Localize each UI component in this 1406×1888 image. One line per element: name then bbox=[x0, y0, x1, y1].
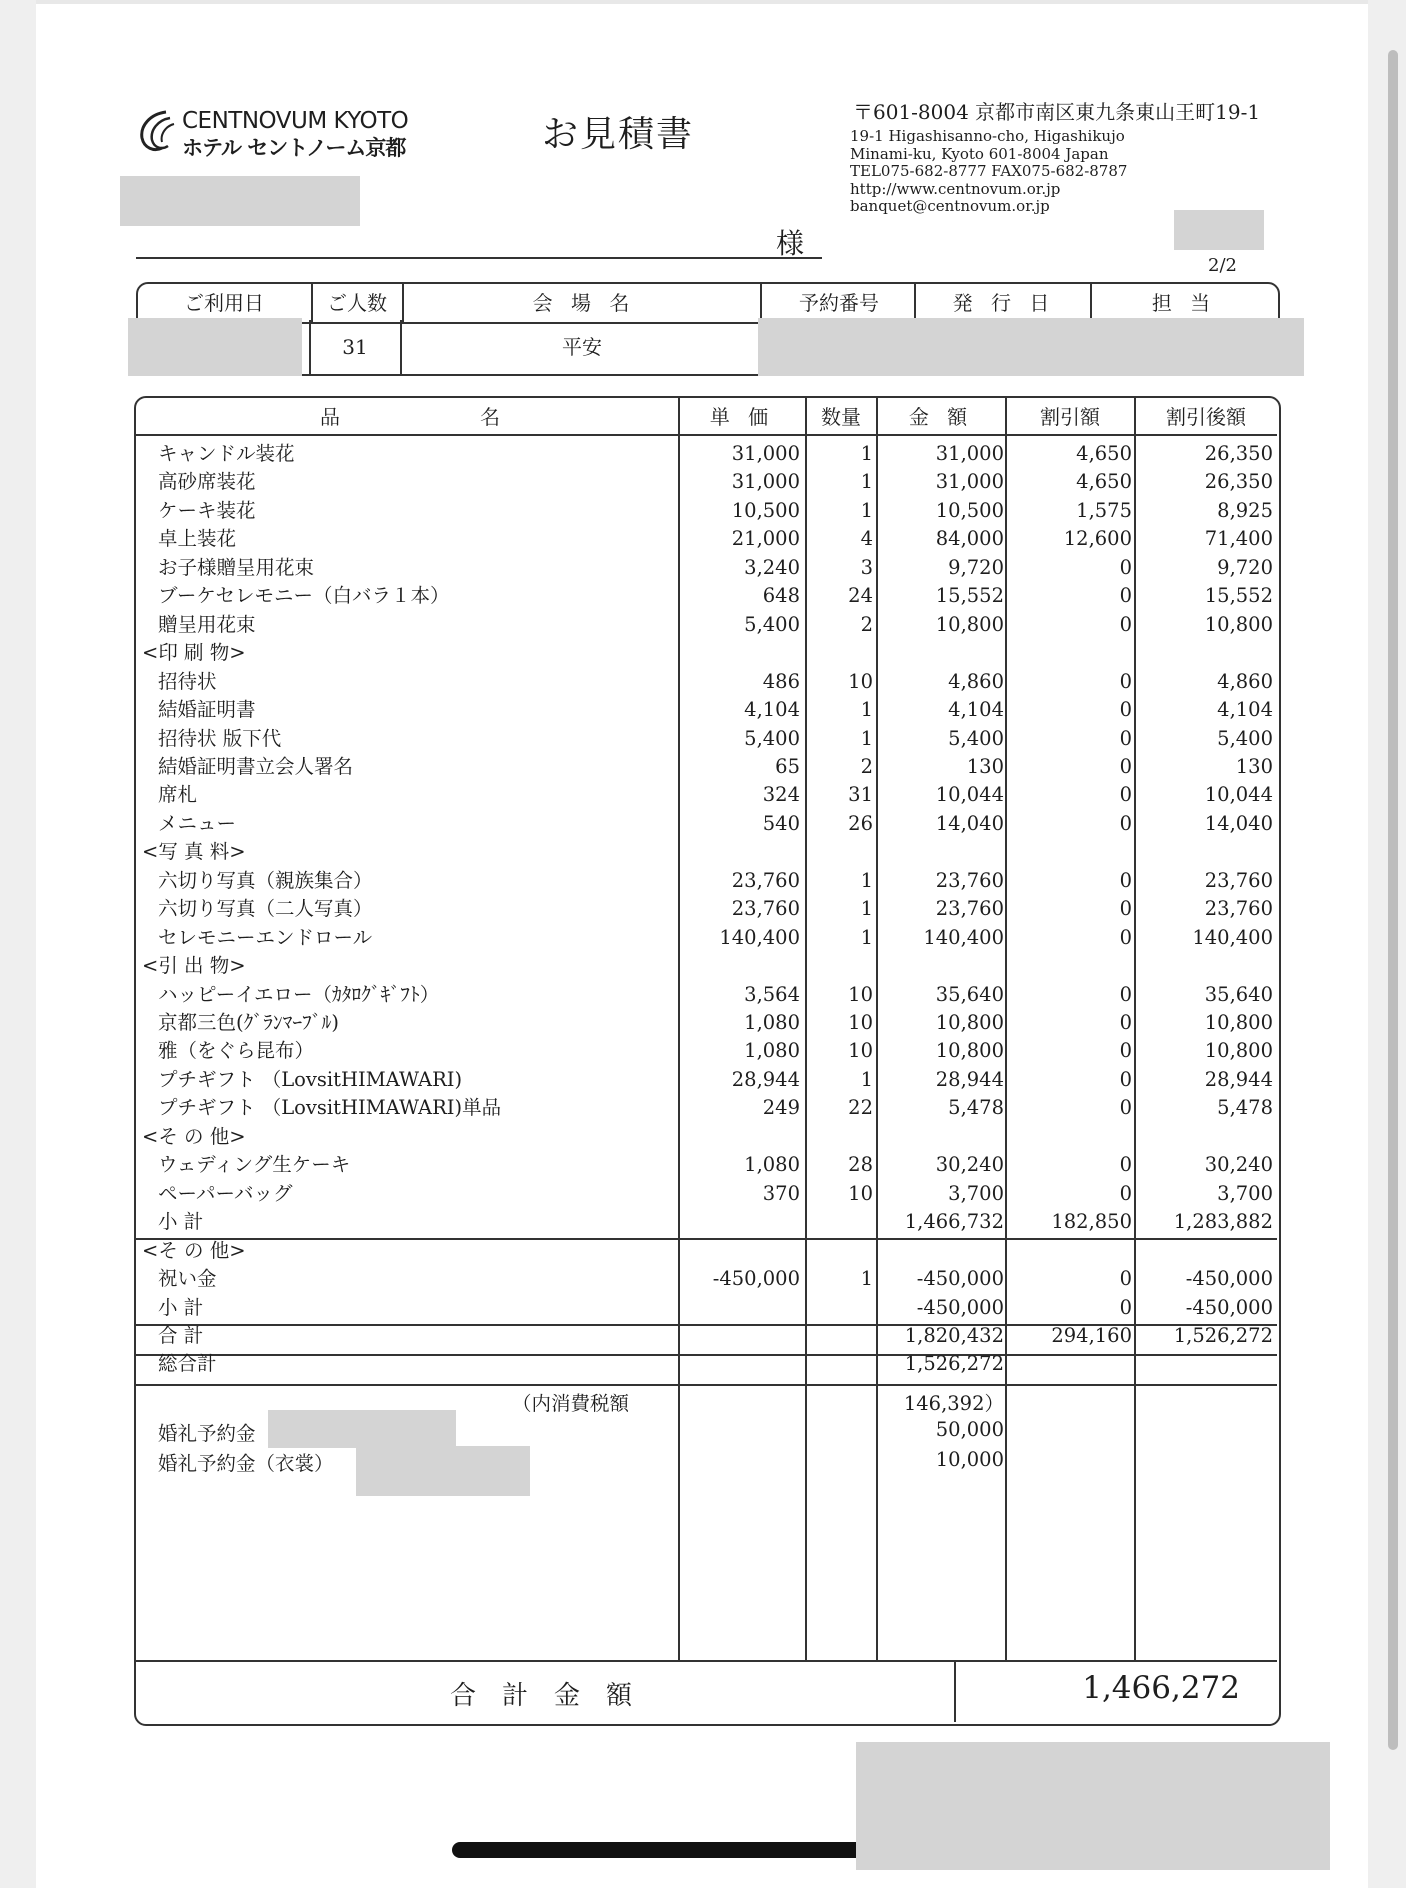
quantity: 2 bbox=[860, 612, 873, 636]
amount: -450,000 bbox=[916, 1267, 1004, 1291]
net-amount: 71,400 bbox=[1204, 527, 1273, 551]
discount: 0 bbox=[1119, 1039, 1132, 1063]
discount: 0 bbox=[1119, 897, 1132, 921]
logo-english: CENTNOVUM KYOTO bbox=[182, 108, 409, 134]
discount: 0 bbox=[1119, 584, 1132, 608]
amount: 1,466,732 bbox=[904, 1210, 1004, 1234]
item-name: 結婚証明書立会人署名 bbox=[158, 754, 354, 778]
header-bottom-line bbox=[136, 434, 1277, 436]
unit-price: 23,760 bbox=[731, 897, 800, 921]
discount: 0 bbox=[1119, 1011, 1132, 1034]
discount: 0 bbox=[1119, 783, 1132, 807]
viewer-top-edge bbox=[0, 0, 1406, 4]
address-line: Minami-ku, Kyoto 601-8004 Japan bbox=[850, 144, 1109, 163]
table-row bbox=[0, 1151, 1406, 1179]
deposit-costume-value: 10,000 bbox=[935, 1448, 1004, 1471]
unit-price: 31,000 bbox=[731, 442, 800, 465]
amount: 3,700 bbox=[948, 1181, 1004, 1205]
amount: 10,800 bbox=[935, 1011, 1004, 1034]
table-row bbox=[0, 1350, 1406, 1378]
item-name: 雅（をぐら昆布） bbox=[158, 1039, 315, 1063]
discount: 0 bbox=[1119, 698, 1132, 722]
discount: 4,650 bbox=[1076, 442, 1132, 465]
header-issue-date: 発 行 日 bbox=[952, 291, 1056, 315]
item-name: 合 計 bbox=[158, 1323, 204, 1347]
quantity: 2 bbox=[860, 754, 873, 778]
discount: 0 bbox=[1119, 1067, 1132, 1091]
section-label: <そ の 他> bbox=[142, 1238, 246, 1262]
table-row bbox=[0, 1094, 1406, 1122]
amount: 10,800 bbox=[935, 612, 1004, 636]
quantity: 1 bbox=[860, 1267, 873, 1291]
amount: 31,000 bbox=[935, 442, 1004, 465]
discount: 0 bbox=[1119, 982, 1132, 1006]
unit-price: 1,080 bbox=[744, 1039, 800, 1063]
table-row bbox=[0, 781, 1406, 809]
item-name: 贈呈用花束 bbox=[158, 612, 256, 636]
amount: 5,400 bbox=[948, 726, 1004, 750]
col-header-net: 割引後額 bbox=[1166, 405, 1246, 429]
col-header-qty: 数量 bbox=[821, 405, 861, 429]
table-row bbox=[0, 895, 1406, 923]
amount: 140,400 bbox=[923, 925, 1004, 949]
section-row bbox=[0, 639, 1406, 667]
quantity: 1 bbox=[860, 442, 873, 465]
net-amount: -450,000 bbox=[1185, 1295, 1273, 1319]
amount: 4,860 bbox=[948, 669, 1004, 693]
table-row bbox=[0, 1009, 1406, 1037]
discount: 0 bbox=[1119, 726, 1132, 750]
redacted-stamp bbox=[1174, 210, 1264, 250]
net-amount: 10,800 bbox=[1204, 612, 1273, 636]
item-name: ウェディング生ケーキ bbox=[158, 1153, 351, 1177]
net-amount: 4,104 bbox=[1217, 698, 1273, 722]
quantity: 28 bbox=[848, 1153, 873, 1177]
unit-price: 5,400 bbox=[744, 726, 800, 750]
unit-price: 1,080 bbox=[744, 1153, 800, 1177]
amount: 30,240 bbox=[935, 1153, 1004, 1177]
table-row bbox=[0, 867, 1406, 895]
item-name: 席札 bbox=[158, 783, 198, 807]
item-name: 小 計 bbox=[158, 1210, 204, 1234]
email-link[interactable]: banquet@centnovum.or.jp bbox=[850, 197, 1050, 215]
amount: 1,526,272 bbox=[904, 1352, 1004, 1376]
total-amount-label: 合計金額 bbox=[450, 1681, 659, 1711]
net-amount: 5,400 bbox=[1217, 726, 1273, 750]
table-row bbox=[0, 753, 1406, 781]
table-row bbox=[0, 1037, 1406, 1065]
quantity: 10 bbox=[848, 1039, 873, 1063]
table-row bbox=[0, 1265, 1406, 1293]
redacted-usage-date bbox=[128, 318, 302, 376]
header-guests: ご人数 bbox=[327, 291, 387, 315]
table-row bbox=[0, 668, 1406, 696]
net-amount: 10,800 bbox=[1204, 1011, 1273, 1034]
discount: 4,650 bbox=[1076, 470, 1132, 494]
logo-japanese: ホテル セントノーム京都 bbox=[182, 136, 406, 160]
unit-price: 65 bbox=[775, 754, 800, 778]
col-header-item-2: 名 bbox=[480, 405, 500, 429]
net-amount: 23,760 bbox=[1204, 897, 1273, 921]
net-amount: 23,760 bbox=[1204, 868, 1273, 892]
section-label: <そ の 他> bbox=[142, 1124, 246, 1148]
unit-price: 370 bbox=[762, 1181, 800, 1205]
col-header-discount: 割引額 bbox=[1040, 405, 1100, 429]
table-row bbox=[0, 725, 1406, 753]
quantity: 10 bbox=[848, 669, 873, 693]
quantity: 26 bbox=[848, 811, 873, 835]
item-name: プチギフト （LovsitHIMAWARI)単品 bbox=[158, 1096, 502, 1120]
sum-row-divider bbox=[954, 1660, 956, 1722]
section-label: <引 出 物> bbox=[142, 954, 246, 978]
address-block bbox=[850, 128, 1127, 216]
table-row bbox=[0, 525, 1406, 553]
item-name: キャンドル装花 bbox=[158, 442, 295, 465]
discount: 0 bbox=[1119, 555, 1132, 579]
unit-price: 21,000 bbox=[731, 527, 800, 551]
net-amount: 35,640 bbox=[1204, 982, 1273, 1006]
item-name: メニュー bbox=[158, 811, 237, 835]
redacted-deposit-note bbox=[356, 1446, 530, 1496]
net-amount: 3,700 bbox=[1217, 1181, 1273, 1205]
grand-total-line bbox=[136, 1384, 1277, 1386]
net-amount: 140,400 bbox=[1192, 925, 1273, 949]
table-row bbox=[0, 1208, 1406, 1236]
unit-price: 324 bbox=[762, 783, 800, 807]
table-row bbox=[0, 582, 1406, 610]
redacted-footer bbox=[856, 1742, 1330, 1870]
sum-row-line bbox=[136, 1660, 1277, 1662]
unit-price: 31,000 bbox=[731, 470, 800, 494]
unit-price: 140,400 bbox=[719, 925, 800, 949]
item-name: 結婚証明書 bbox=[158, 698, 256, 722]
quantity: 1 bbox=[860, 868, 873, 892]
table-row bbox=[0, 981, 1406, 1009]
amount: 35,640 bbox=[935, 982, 1004, 1006]
net-amount: 130 bbox=[1235, 754, 1273, 778]
redacted-customer-name bbox=[120, 176, 360, 226]
amount: 10,044 bbox=[935, 783, 1004, 807]
amount: 23,760 bbox=[935, 868, 1004, 892]
unit-price: 3,564 bbox=[744, 982, 800, 1006]
redacted-deposit-note bbox=[268, 1410, 456, 1448]
amount: 10,500 bbox=[935, 498, 1004, 522]
header-venue: 会 場 名 bbox=[532, 291, 636, 315]
quantity: 31 bbox=[848, 783, 873, 807]
unit-price: 1,080 bbox=[744, 1011, 800, 1034]
item-name: 高砂席装花 bbox=[158, 470, 256, 494]
unit-price: 249 bbox=[762, 1096, 800, 1120]
table-row bbox=[0, 611, 1406, 639]
phone-fax: TEL075-682-8777 FAX075-682-8787 bbox=[850, 162, 1128, 180]
venue-name: 平安 bbox=[562, 335, 602, 359]
amount: -450,000 bbox=[916, 1295, 1004, 1319]
col-header-amount: 金 額 bbox=[908, 405, 974, 429]
customer-underline bbox=[136, 257, 822, 259]
quantity: 1 bbox=[860, 698, 873, 722]
unit-price: 4,104 bbox=[744, 698, 800, 722]
amount: 14,040 bbox=[935, 811, 1004, 835]
item-name: ケーキ装花 bbox=[158, 498, 256, 522]
section-label: <印 刷 物> bbox=[142, 641, 246, 665]
table-row bbox=[0, 1180, 1406, 1208]
quantity: 1 bbox=[860, 498, 873, 522]
table-row bbox=[0, 440, 1406, 468]
table-row bbox=[0, 810, 1406, 838]
header-staff: 担 当 bbox=[1151, 291, 1217, 315]
guest-count: 31 bbox=[342, 335, 368, 359]
table-row bbox=[0, 924, 1406, 952]
quantity: 3 bbox=[860, 555, 873, 579]
table-row bbox=[0, 1066, 1406, 1094]
quantity: 1 bbox=[860, 1067, 873, 1091]
honorific: 様 bbox=[776, 227, 805, 260]
net-amount: -450,000 bbox=[1185, 1267, 1273, 1291]
net-amount: 14,040 bbox=[1204, 811, 1273, 835]
item-name: セレモニーエンドロール bbox=[158, 925, 373, 949]
item-name: 総合計 bbox=[158, 1352, 217, 1376]
net-amount: 1,526,272 bbox=[1173, 1323, 1273, 1347]
net-amount: 30,240 bbox=[1204, 1153, 1273, 1177]
discount: 0 bbox=[1119, 1267, 1132, 1291]
logo-swirl-icon bbox=[136, 108, 180, 154]
table-row bbox=[0, 696, 1406, 724]
tax-label: （内消費税額 bbox=[512, 1392, 630, 1415]
quantity: 1 bbox=[860, 897, 873, 921]
section-row bbox=[0, 1237, 1406, 1265]
page-number: 2/2 bbox=[1208, 255, 1237, 276]
amount: 1,820,432 bbox=[904, 1323, 1004, 1347]
discount: 182,850 bbox=[1051, 1210, 1132, 1234]
redacted-booking-details bbox=[758, 318, 1304, 376]
discount: 1,575 bbox=[1076, 498, 1132, 522]
unit-price: 486 bbox=[762, 669, 800, 693]
item-name: 六切り写真（親族集合） bbox=[158, 868, 373, 892]
amount: 15,552 bbox=[935, 584, 1004, 608]
item-name: ペーパーバッグ bbox=[158, 1181, 293, 1205]
discount: 0 bbox=[1119, 669, 1132, 693]
item-name: プチギフト （LovsitHIMAWARI) bbox=[158, 1067, 463, 1091]
net-amount: 26,350 bbox=[1204, 470, 1273, 494]
quantity: 10 bbox=[848, 1181, 873, 1205]
unit-price: 5,400 bbox=[744, 612, 800, 636]
unit-price: 3,240 bbox=[744, 555, 800, 579]
net-amount: 1,283,882 bbox=[1173, 1210, 1273, 1234]
amount: 9,720 bbox=[948, 555, 1004, 579]
website-link[interactable]: http://www.centnovum.or.jp bbox=[850, 179, 1061, 198]
unit-price: 540 bbox=[762, 811, 800, 835]
net-amount: 10,044 bbox=[1204, 783, 1273, 807]
item-name: 招待状 bbox=[158, 669, 217, 693]
discount: 0 bbox=[1119, 925, 1132, 949]
amount: 130 bbox=[966, 754, 1004, 778]
net-amount: 28,944 bbox=[1204, 1067, 1273, 1091]
item-name: ブーケセレモニー（白バラ１本） bbox=[158, 584, 450, 608]
discount: 0 bbox=[1119, 754, 1132, 778]
quantity: 10 bbox=[848, 982, 873, 1006]
amount: 5,478 bbox=[948, 1096, 1004, 1120]
tax-value: 146,392） bbox=[903, 1392, 1004, 1415]
unit-price: 28,944 bbox=[731, 1067, 800, 1091]
unit-price: -450,000 bbox=[712, 1267, 800, 1291]
header-booking-no: 予約番号 bbox=[799, 291, 879, 315]
amount: 84,000 bbox=[935, 527, 1004, 551]
discount: 0 bbox=[1119, 1096, 1132, 1120]
unit-price: 23,760 bbox=[731, 868, 800, 892]
net-amount: 5,478 bbox=[1217, 1096, 1273, 1120]
item-name: 祝い金 bbox=[158, 1267, 217, 1291]
item-name: 京都三色(ｸﾞﾗﾝﾏｰﾌﾞﾙ) bbox=[158, 1011, 339, 1034]
quantity: 22 bbox=[848, 1096, 873, 1120]
quantity: 1 bbox=[860, 925, 873, 949]
item-name: お子様贈呈用花束 bbox=[158, 555, 315, 579]
amount: 10,800 bbox=[935, 1039, 1004, 1063]
quantity: 4 bbox=[860, 527, 873, 551]
section-label: <写 真 料> bbox=[142, 840, 246, 864]
discount: 0 bbox=[1119, 1153, 1132, 1177]
table-row bbox=[0, 1322, 1406, 1350]
deposit-label: 婚礼予約金 bbox=[158, 1422, 256, 1445]
net-amount: 10,800 bbox=[1204, 1039, 1273, 1063]
unit-price: 648 bbox=[762, 584, 800, 608]
unit-price: 10,500 bbox=[731, 498, 800, 522]
quantity: 10 bbox=[848, 1011, 873, 1034]
quantity: 24 bbox=[848, 584, 873, 608]
net-amount: 4,860 bbox=[1217, 669, 1273, 693]
item-name: 小 計 bbox=[158, 1295, 204, 1319]
discount: 0 bbox=[1119, 868, 1132, 892]
amount: 23,760 bbox=[935, 897, 1004, 921]
hotel-logo bbox=[136, 106, 436, 160]
discount: 0 bbox=[1119, 811, 1132, 835]
net-amount: 9,720 bbox=[1217, 555, 1273, 579]
discount: 0 bbox=[1119, 612, 1132, 636]
discount: 0 bbox=[1119, 1181, 1132, 1205]
amount: 28,944 bbox=[935, 1067, 1004, 1091]
net-amount: 15,552 bbox=[1204, 584, 1273, 608]
net-amount: 8,925 bbox=[1217, 498, 1273, 522]
item-name: ハッピーイエロー（ｶﾀﾛｸﾞｷﾞﾌﾄ） bbox=[158, 982, 440, 1006]
address-line: 19-1 Higashisanno-cho, Higashikujo bbox=[850, 127, 1125, 145]
discount: 0 bbox=[1119, 1295, 1132, 1319]
amount: 31,000 bbox=[935, 470, 1004, 494]
discount: 294,160 bbox=[1051, 1323, 1132, 1347]
item-name: 卓上装花 bbox=[158, 527, 237, 551]
amount: 4,104 bbox=[948, 698, 1004, 722]
quantity: 1 bbox=[860, 470, 873, 494]
table-row bbox=[0, 554, 1406, 582]
header-date: ご利用日 bbox=[184, 291, 264, 315]
col-header-price: 単 価 bbox=[709, 405, 775, 429]
deposit-costume-label: 婚礼予約金（衣裳） bbox=[158, 1452, 334, 1475]
item-name: 六切り写真（二人写真） bbox=[158, 897, 373, 921]
table-row bbox=[0, 468, 1406, 496]
document-title: お見積書 bbox=[542, 114, 695, 155]
table-row bbox=[0, 497, 1406, 525]
address-japanese: 〒601-8004 京都市南区東九条東山王町19-1 bbox=[853, 100, 1261, 124]
table-row bbox=[0, 1294, 1406, 1322]
section-row bbox=[0, 1123, 1406, 1151]
section-row bbox=[0, 838, 1406, 866]
deposit-value: 50,000 bbox=[935, 1418, 1004, 1441]
section-row bbox=[0, 952, 1406, 980]
item-name: 招待状 版下代 bbox=[158, 726, 282, 750]
net-amount: 26,350 bbox=[1204, 442, 1273, 465]
quantity: 1 bbox=[860, 726, 873, 750]
total-amount-value: 1,466,272 bbox=[1082, 1670, 1240, 1706]
col-header-item: 品 bbox=[320, 405, 340, 429]
discount: 12,600 bbox=[1063, 527, 1132, 551]
